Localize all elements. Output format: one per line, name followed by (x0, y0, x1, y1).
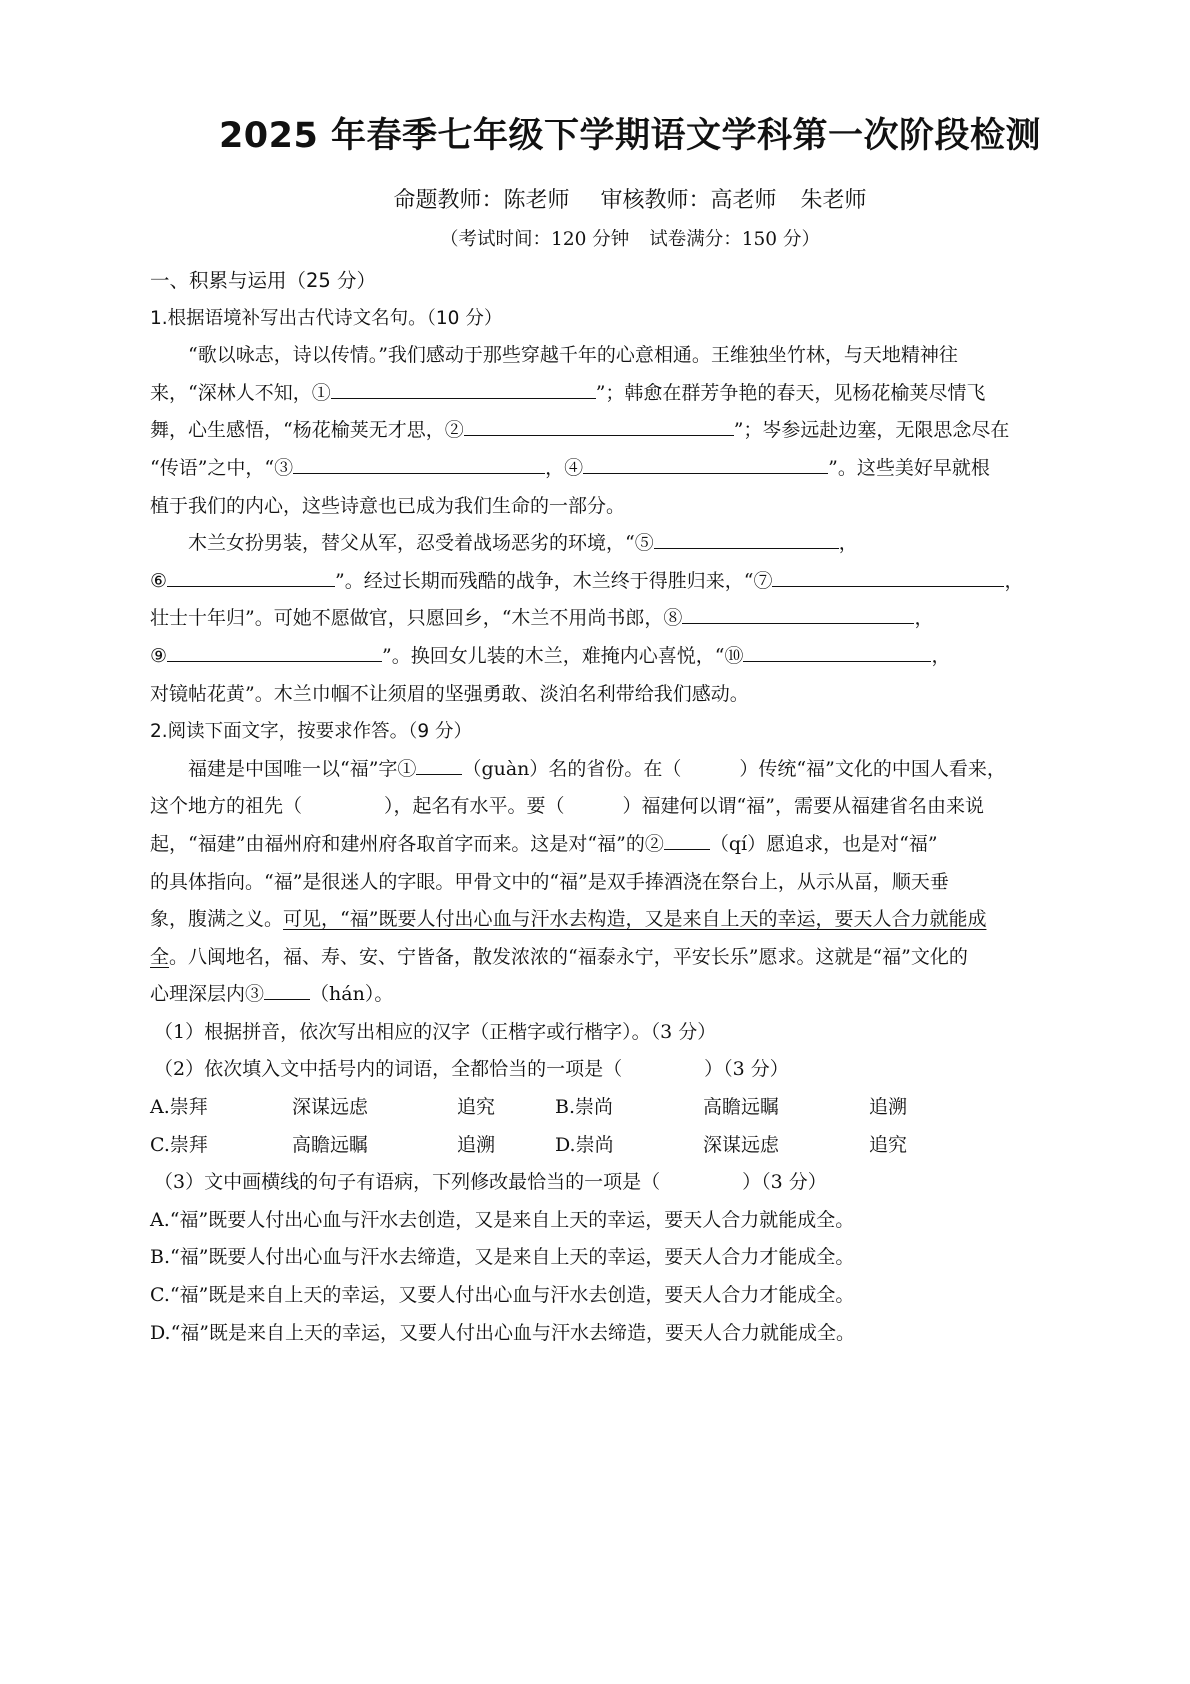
option-cell: A.崇拜 (150, 1096, 208, 1119)
q2-line: 这个地方的祖先（ ），起名有水平。要（ ）福建何以谓“福”，需要从福建省名由来说 (150, 795, 984, 818)
q1-line: “歌以咏志，诗以传情。”我们感动于那些穿越千年的心意相通。王维独坐竹林，与天地精神往 (188, 344, 958, 367)
question-1-heading: 1.根据语境补写出古代诗文名句。（10 分） (150, 307, 503, 329)
answer-blank-5[interactable] (654, 528, 839, 549)
reviewer-teacher-2: 朱老师 (800, 188, 867, 213)
option-cell: 高瞻远瞩 (703, 1096, 780, 1119)
option-cell: B.崇尚 (555, 1096, 614, 1119)
exam-content (150, 262, 1080, 1352)
q1-line: ⑨ ”。换回女儿装的木兰，难掩内心喜悦，“⑩ ， (150, 638, 1080, 676)
answer-blank-1[interactable] (331, 378, 596, 399)
option-cell: C.崇拜 (150, 1133, 208, 1156)
option-cell: 追究 (869, 1133, 908, 1156)
answer-blank-9[interactable] (167, 641, 382, 662)
question-2-heading: 2.阅读下面文字，按要求作答。（9 分） (150, 721, 473, 743)
answer-blank-3[interactable] (293, 453, 545, 474)
teachers-line (0, 183, 1190, 214)
answer-blank-8[interactable] (682, 603, 914, 624)
exam-info (0, 225, 1190, 251)
choice-b: B.“福”既要人付出心血与汗水去缔造，又是来自上天的幸运，要天人合力才能成全。 (150, 1246, 855, 1269)
option-cell: 深谋远虑 (703, 1133, 780, 1156)
q2-line: 心理深层内③ （hán）。 (150, 983, 394, 1006)
page-title: 2025 年春季七年级下学期语文学科第一次阶段检测 (218, 116, 1042, 156)
answer-blank-7[interactable] (772, 566, 1004, 587)
underlined-sentence-end: 全 (150, 945, 170, 968)
sub-question-3: （3）文中画横线的句子有语病，下列修改最恰当的一项是（ ）（3 分） (154, 1171, 827, 1194)
option-cell: 高瞻远瞩 (292, 1133, 369, 1156)
option-cell: 追溯 (457, 1133, 496, 1156)
q2-line: 的具体指向。“福”是很迷人的字眼。甲骨文中的“福”是双手捧酒浇在祭台上，从示从畐，顺天垂 (150, 870, 949, 893)
exam-time: （考试时间：120 分钟 (440, 229, 630, 250)
pinyin-blank-3[interactable] (264, 981, 310, 1000)
full-score: 试卷满分：150 分） (649, 229, 820, 250)
pinyin-blank-2[interactable] (664, 831, 710, 850)
q2-line: 象，腹满之义。可见，“福”既要人付出心血与汗水去构造，又是来自上天的幸运，要天人合力就能成 (150, 908, 987, 931)
option-cell: 深谋远虑 (292, 1096, 369, 1119)
q1-line: 壮士十年归”。可她不愿做官，只愿回乡，“木兰不用尚书郎，⑧ ， (150, 600, 1080, 638)
answer-blank-10[interactable] (743, 641, 931, 662)
q1-line: 来，“深林人不知，① ”；韩愈在群芳争艳的春天，见杨花榆荚尽情飞 (150, 375, 1080, 413)
answer-blank-2[interactable] (464, 415, 734, 436)
section-heading: 一、积累与运用（25 分） (150, 269, 377, 292)
q2-line: 起，“福建”由福州府和建州府各取首字而来。这是对“福”的② （qí）愿追求，也是对“福” (150, 832, 938, 855)
q1-line: 木兰女扮男装，替父从军，忍受着战场恶劣的环境，“⑤ ， (150, 525, 1080, 563)
setter-teacher: 命题教师：陈老师 (393, 188, 570, 213)
reviewer-teachers: 审核教师：高老师 (600, 188, 777, 213)
answer-blank-4[interactable] (583, 453, 828, 474)
choice-a: A.“福”既要人付出心血与汗水去创造，又是来自上天的幸运，要天人合力就能成全。 (150, 1208, 855, 1231)
q1-line: 舞，心生感悟，“杨花榆荚无才思，② ”；岑参远赴边塞，无限思念尽在 (150, 412, 1080, 450)
underlined-sentence: 可见，“福”既要人付出心血与汗水去构造，又是来自上天的幸运，要天人合力就能成 (283, 908, 987, 931)
pinyin-blank-1[interactable] (416, 756, 462, 775)
q1-line: ⑥ ”。经过长期而残酷的战争，木兰终于得胜归来，“⑦ ， (150, 563, 1080, 601)
q1-line: 对镜帖花黄”。木兰巾帼不让须眉的坚强勇敢、淡泊名利带给我们感动。 (150, 682, 749, 705)
sub-question-2: （2）依次填入文中括号内的词语，全都恰当的一项是（ ）（3 分） (154, 1058, 789, 1081)
choice-d: D.“福”既是来自上天的幸运，又要人付出心血与汗水去缔造，要天人合力就能成全。 (150, 1321, 856, 1344)
q1-line: “传语”之中，“③ ，④ ”。这些美好早就根 (150, 450, 1080, 488)
answer-blank-6[interactable] (167, 566, 335, 587)
option-cell: D.崇尚 (555, 1133, 614, 1156)
option-cell: 追究 (457, 1096, 496, 1119)
q1-line: 植于我们的内心，这些诗意也已成为我们生命的一部分。 (150, 494, 626, 517)
choice-c: C.“福”既是来自上天的幸运，又要人付出心血与汗水去创造，要天人合力才能成全。 (150, 1284, 855, 1307)
q2-line: 福建是中国唯一以“福”字① （guàn）名的省份。在（ ）传统“福”文化的中国人看来， (188, 757, 1006, 780)
sub-question-1: （1）根据拼音，依次写出相应的汉字（正楷字或行楷字）。（3 分） (154, 1020, 717, 1043)
option-cell: 追溯 (869, 1096, 908, 1119)
q2-line: 全。八闽地名，福、寿、安、宁皆备，散发浓浓的“福泰永宁，平安长乐”愿求。这就是“福”文化的 (150, 945, 968, 968)
options-grid (150, 1089, 1080, 1164)
